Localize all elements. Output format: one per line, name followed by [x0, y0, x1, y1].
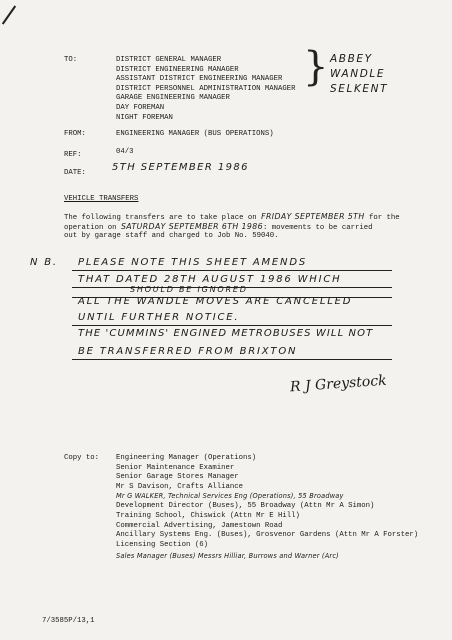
copy-label: Copy to: [64, 454, 100, 462]
copy-entry: Senior Maintenance Examiner [116, 463, 235, 472]
body-text: The following transfers are to take place on [64, 214, 257, 222]
handwritten-depot-list [330, 52, 388, 97]
copy-entry-handwritten: Sales Manager (Buses) Messrs Hilliar, Burrows and Warner (Arc) [116, 552, 339, 561]
underline-rule [72, 325, 392, 326]
copy-entry: Development Director (Buses), 55 Broadway (Attn Mr A Simon) [116, 502, 375, 511]
handwritten-date-correction: FRIDAY SEPTEMBER 5TH [261, 212, 365, 221]
underline-rule [72, 359, 392, 360]
from-label: FROM: [64, 130, 86, 138]
underline-rule [72, 270, 392, 271]
recipient: DISTRICT ENGINEERING MANAGER [116, 65, 239, 74]
recipient: NIGHT FOREMAN [116, 113, 173, 122]
copy-entry: Commercial Advertising, Jamestown Road [116, 521, 283, 530]
copy-entry: Engineering Manager (Operations) [116, 454, 257, 462]
subject-heading: VEHICLE TRANSFERS [64, 195, 139, 203]
recipient: ASSISTANT DISTRICT ENGINEERING MANAGER [116, 75, 283, 84]
recipient: DISTRICT GENERAL MANAGER [116, 56, 222, 64]
note-line: SHOULD BE IGNORED [130, 285, 248, 294]
recipient: GARAGE ENGINEERING MANAGER [116, 94, 230, 103]
depot-name: WANDLE [330, 68, 386, 80]
recipient: DAY FOREMAN [116, 103, 165, 112]
copy-entry: Senior Garage Stores Manager [116, 473, 239, 482]
to-recipient-list [116, 56, 296, 123]
to-label: TO: [64, 56, 78, 64]
copy-list [116, 454, 418, 564]
copy-entry: Licensing Section (6) [116, 540, 208, 549]
note-line: THAT DATED 28TH AUGUST 1986 WHICH [78, 274, 342, 285]
recipient: DISTRICT PERSONNEL ADMINISTRATION MANAGER [116, 84, 296, 93]
date-label: DATE: [64, 169, 86, 177]
body-line-3: out by garage staff and charged to Job No. 59040. [64, 232, 279, 240]
body-text: : movements to be carried [263, 224, 373, 232]
copy-entry-handwritten: Mr G WALKER, Technical Services Eng (Operations), 55 Broadway [116, 492, 344, 501]
handwritten-brace: } [303, 44, 329, 90]
pen-stroke-mark [2, 5, 16, 24]
ref-label: REF: [64, 151, 82, 159]
note-line: UNTIL FURTHER NOTICE. [78, 312, 240, 323]
depot-name: ABBEY [330, 53, 373, 65]
copy-entry: Training School, Chiswick (Attn Mr E Hill) [116, 511, 300, 520]
body-text: operation on [64, 224, 117, 232]
note-line: ALL THE WANDLE MOVES ARE CANCELLED [78, 296, 353, 307]
handwritten-date-correction: SATURDAY SEPTEMBER 6TH 1986 [120, 222, 263, 231]
note-prefix: N B. [30, 257, 58, 268]
depot-name: SELKENT [330, 83, 389, 95]
body-text: for the [368, 214, 400, 222]
document-reference-code: 7/3585P/13,1 [42, 617, 95, 625]
ref-value: 04/3 [116, 148, 134, 156]
note-line: BE TRANSFERRED FROM BRIXTON [78, 346, 298, 357]
copy-entry: Mr S Davison, Crafts Alliance [116, 482, 243, 491]
signature: R J Greystock [289, 372, 388, 396]
note-line: PLEASE NOTE THIS SHEET AMENDS [78, 257, 307, 268]
from-value: ENGINEERING MANAGER (BUS OPERATIONS) [116, 130, 274, 138]
copy-entry: Ancillary Systems Eng. (Buses), Grosvenor Gardens (Attn Mr A Forster) [116, 531, 419, 540]
date-value: 5TH SEPTEMBER 1986 [112, 162, 249, 173]
note-line: THE 'CUMMINS' ENGINED METROBUSES WILL NOT [78, 328, 374, 339]
